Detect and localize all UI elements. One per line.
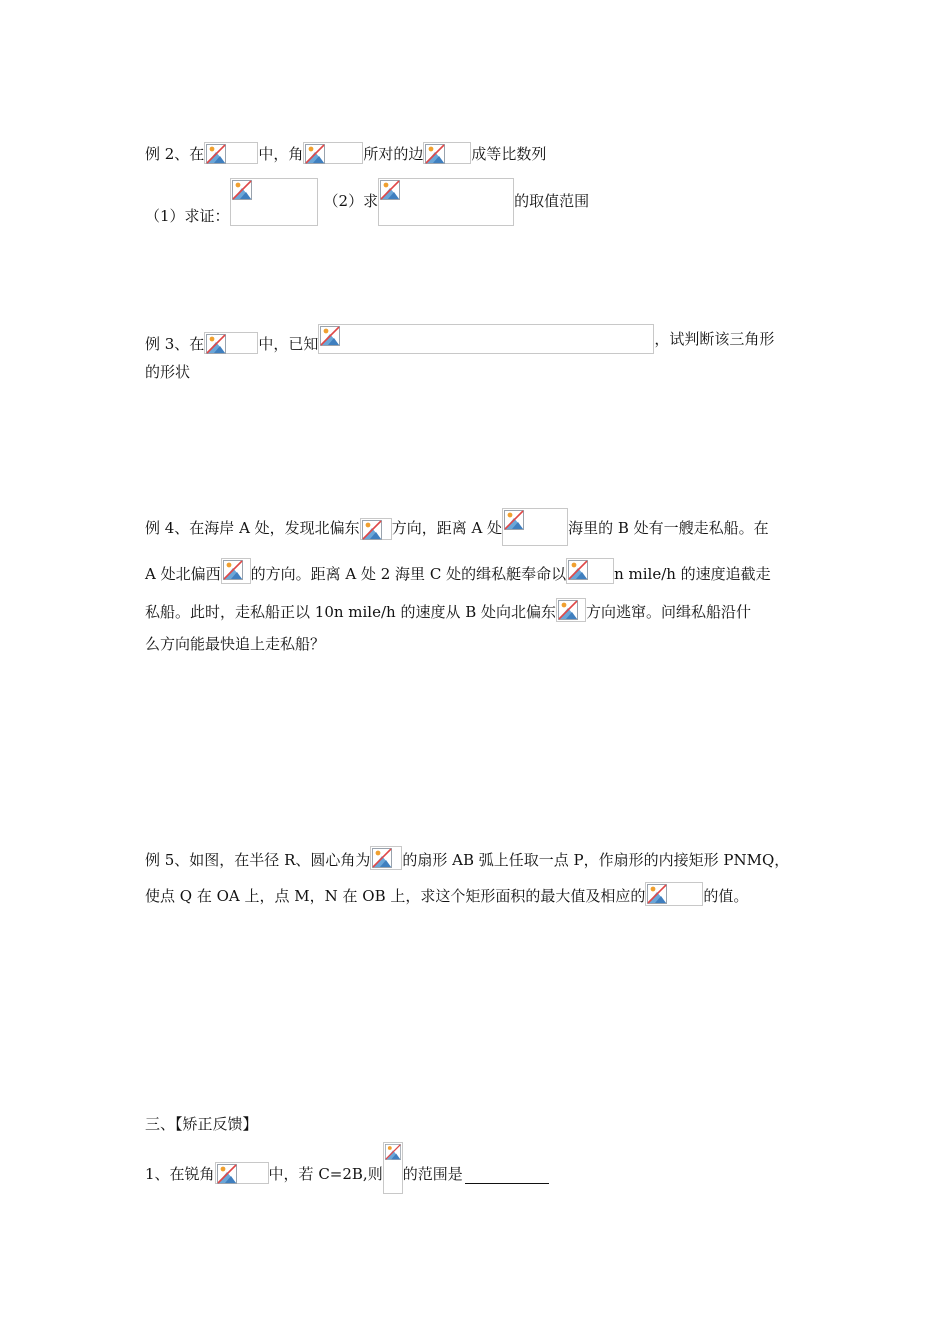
example-4-line-3 bbox=[145, 598, 751, 622]
broken-image-icon bbox=[378, 178, 514, 226]
ex2-text-2: 中，角 bbox=[258, 145, 304, 163]
ex2-text-3: 所对的边 bbox=[363, 145, 424, 163]
broken-image-icon bbox=[230, 178, 318, 226]
ex5-text-2b: 的值。 bbox=[703, 887, 749, 905]
broken-image-icon bbox=[221, 558, 251, 584]
ex5-text-2a: 使点 Q 在 OA 上，点 M，N 在 OB 上，求这个矩形面积的最大值及相应的 bbox=[145, 887, 646, 905]
ex2-sub-2: （2）求 bbox=[323, 192, 379, 210]
example-5-line-2 bbox=[145, 882, 748, 906]
broken-image-icon bbox=[383, 1142, 403, 1194]
ex4-text-2b: 的方向。距离 A 处 2 海里 C 处的缉私艇奉命以 bbox=[250, 565, 567, 583]
broken-image-icon bbox=[204, 332, 258, 354]
broken-image-icon bbox=[215, 1162, 269, 1184]
q1-text-a: 1、在锐角 bbox=[145, 1165, 215, 1183]
ex5-text-1a: 例 5、如图，在半径 R、圆心角为 bbox=[145, 851, 371, 869]
example-3-line-2 bbox=[145, 362, 190, 382]
ex4-text-4: 么方向能最快追上走私船？ bbox=[145, 635, 326, 653]
q1-text-c: 的范围是 bbox=[402, 1165, 463, 1183]
example-2-line-2 bbox=[145, 178, 589, 226]
ex3-text-2: 中，已知 bbox=[258, 335, 319, 353]
example-3-line-1 bbox=[145, 324, 774, 354]
example-4-line-4 bbox=[145, 634, 325, 654]
example-2-line-1 bbox=[145, 142, 546, 164]
ex2-text-4: 成等比数列 bbox=[471, 145, 547, 163]
ex2-sub-1: （1）求证： bbox=[145, 207, 230, 225]
ex4-text-3b: 方向逃窜。问缉私船沿什 bbox=[586, 603, 752, 621]
example-4-line-1 bbox=[145, 508, 769, 546]
answer-blank bbox=[465, 1167, 549, 1184]
section-3-title: 三、【矫正反馈】 bbox=[145, 1115, 258, 1133]
broken-image-icon bbox=[566, 558, 614, 584]
broken-image-icon bbox=[423, 142, 471, 164]
ex4-text-1b: 方向，距离 A 处 bbox=[391, 519, 503, 537]
section-3-heading bbox=[145, 1114, 258, 1134]
ex3-text-1: 例 3、在 bbox=[145, 335, 205, 353]
ex4-text-2a: A 处北偏西 bbox=[145, 565, 221, 583]
ex4-text-1c: 海里的 B 处有一艘走私船。在 bbox=[568, 519, 769, 537]
broken-image-icon bbox=[556, 598, 586, 622]
ex4-text-2c: n mile/h 的速度追截走 bbox=[614, 565, 771, 583]
ex2-sub-3: 的取值范围 bbox=[514, 192, 590, 210]
q1-text-b: 中，若 C=2B,则 bbox=[268, 1165, 383, 1183]
example-5-line-1 bbox=[145, 846, 789, 870]
ex4-text-3a: 私船。此时，走私船正以 10n mile/h 的速度从 B 处向北偏东 bbox=[145, 603, 557, 621]
broken-image-icon bbox=[645, 882, 703, 906]
broken-image-icon bbox=[370, 846, 402, 870]
broken-image-icon bbox=[204, 142, 258, 164]
ex3-text-3: ，试判断该三角形 bbox=[654, 330, 775, 348]
section-3-question-1 bbox=[145, 1142, 549, 1194]
broken-image-icon bbox=[360, 518, 392, 540]
ex2-text-1: 例 2、在 bbox=[145, 145, 205, 163]
ex3-text-4: 的形状 bbox=[145, 363, 191, 381]
broken-image-icon bbox=[303, 142, 363, 164]
broken-image-icon bbox=[318, 324, 654, 354]
ex4-text-1a: 例 4、在海岸 A 处，发现北偏东 bbox=[145, 519, 360, 537]
example-4-line-2 bbox=[145, 558, 771, 584]
ex5-text-1b: 的扇形 AB 弧上任取一点 P，作扇形的内接矩形 PNMQ， bbox=[402, 851, 790, 869]
broken-image-icon bbox=[502, 508, 568, 546]
